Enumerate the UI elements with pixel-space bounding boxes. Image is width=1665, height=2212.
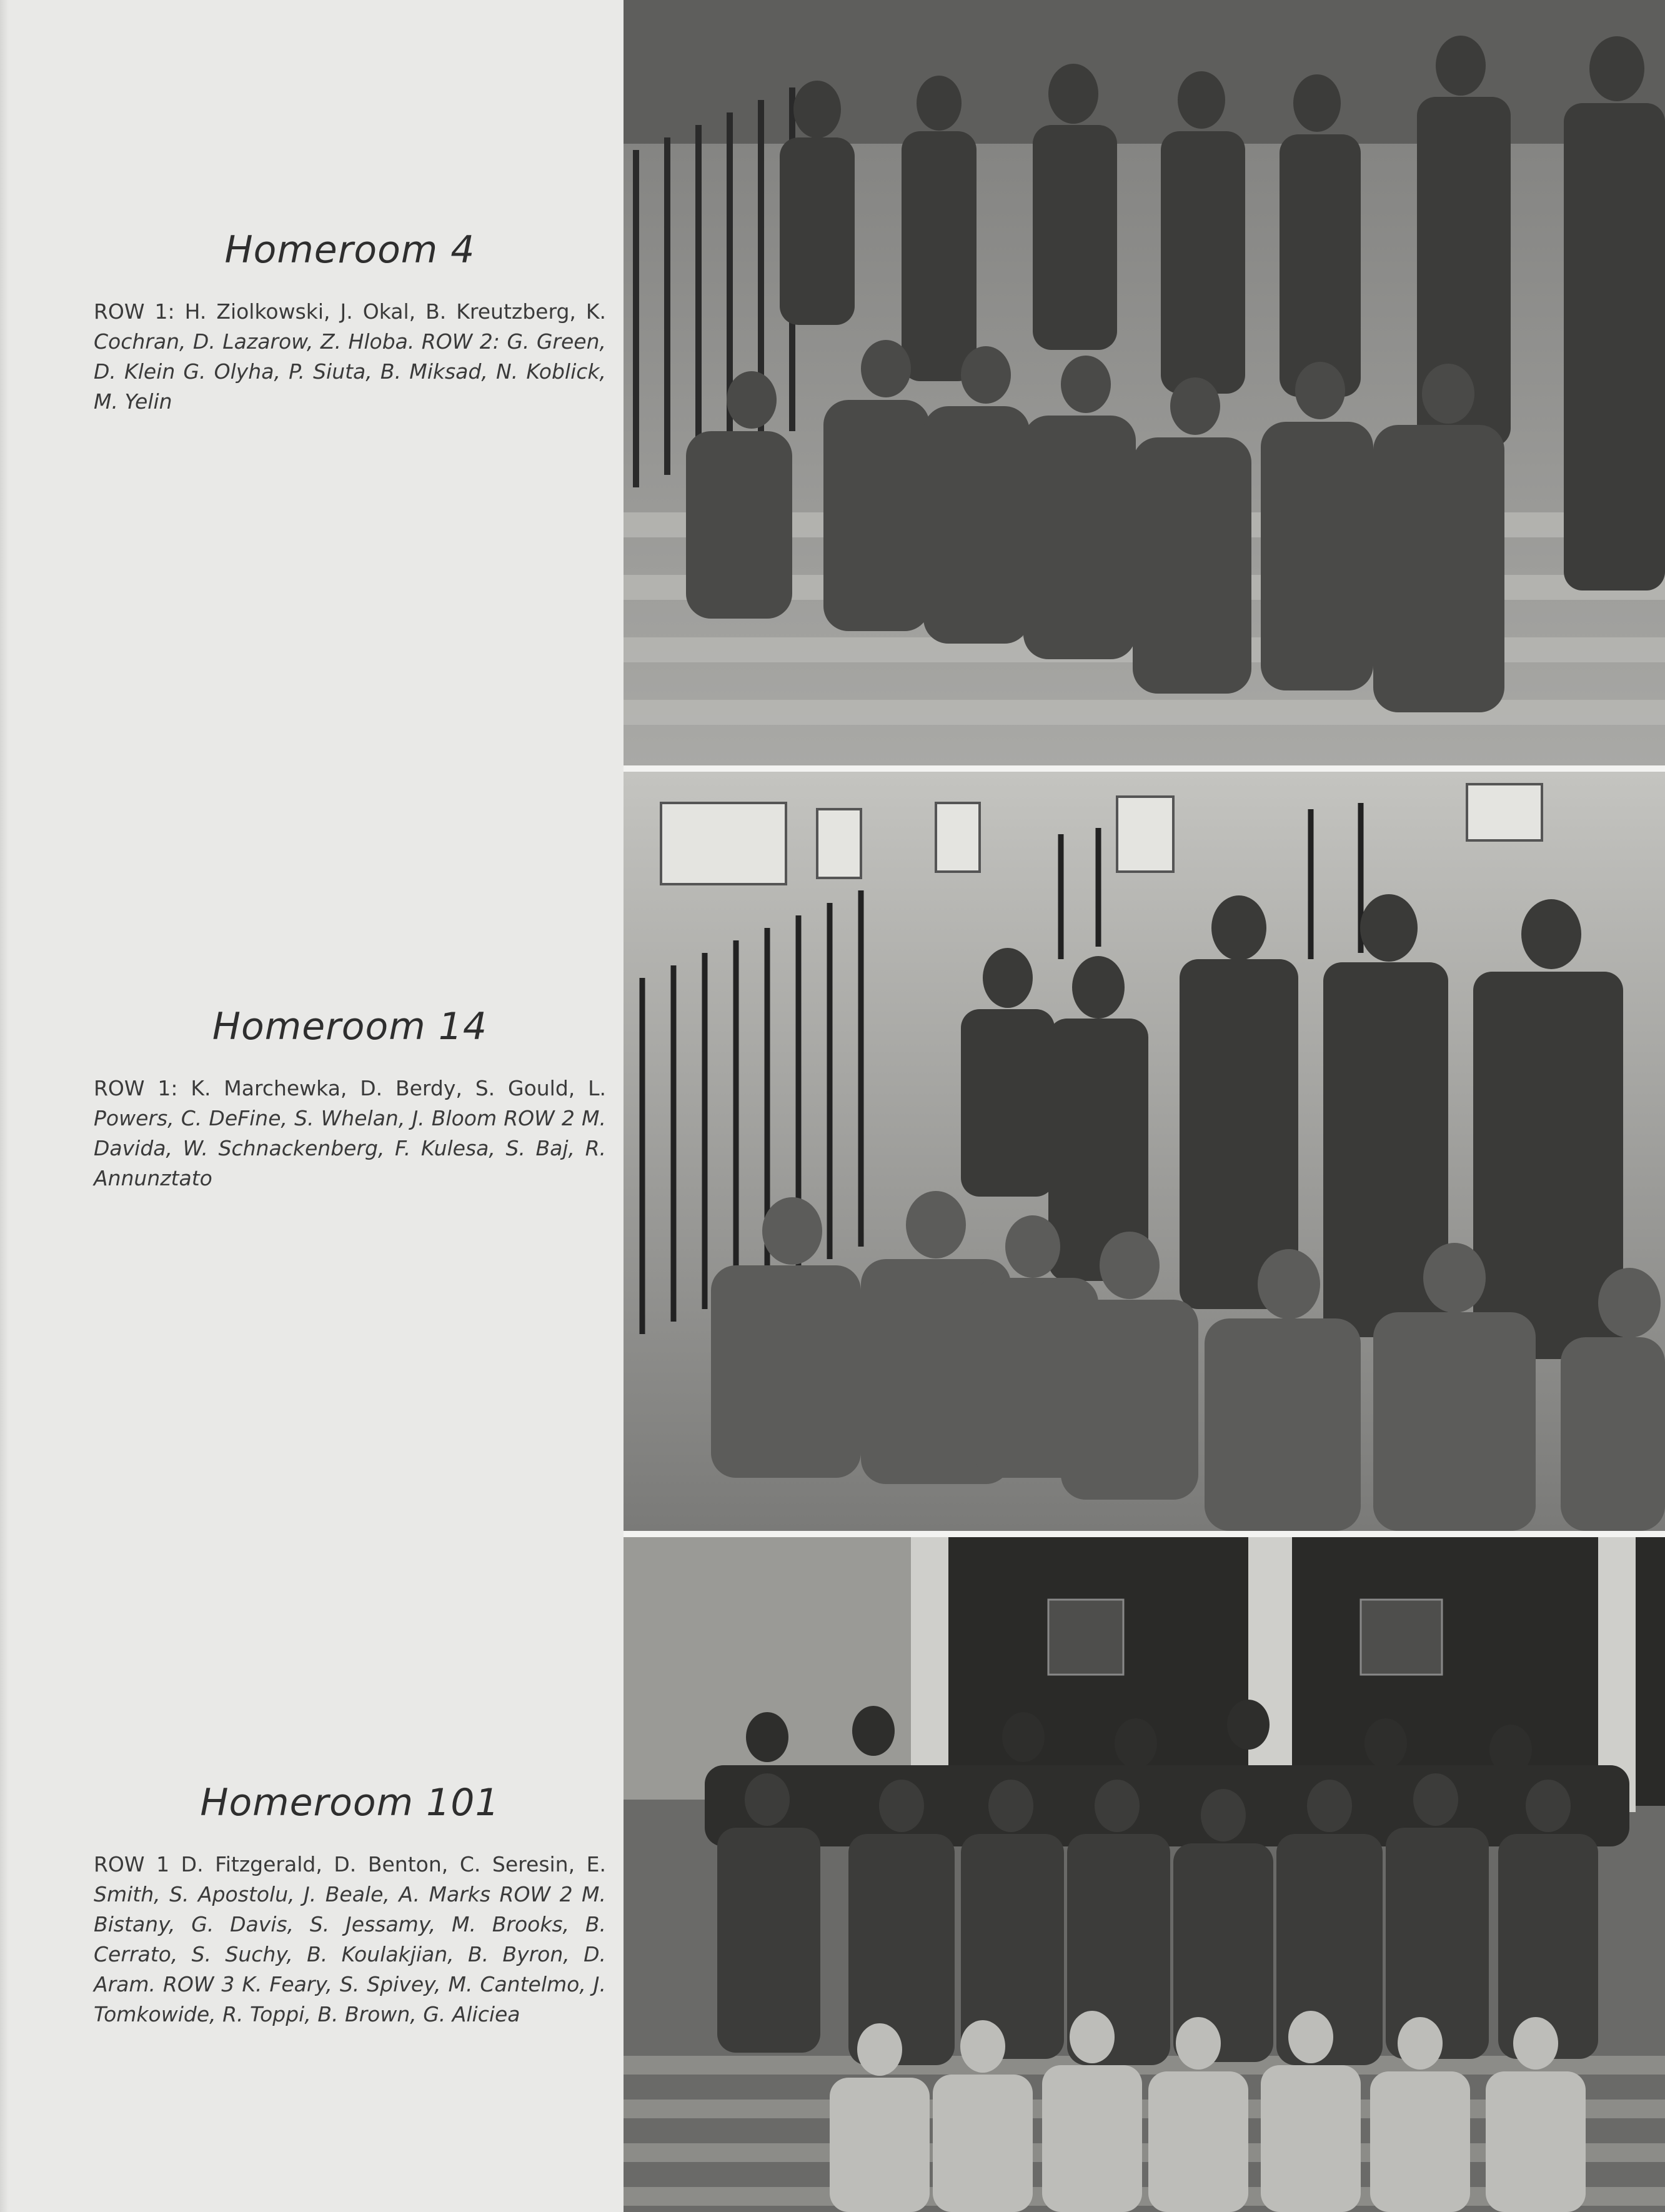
homeroom-14-heading: Homeroom 14 — [212, 1005, 488, 1049]
homeroom-101-photo-image — [624, 1537, 1665, 2212]
homeroom-4-photo-image — [624, 0, 1665, 765]
homeroom-14-photo-image — [624, 772, 1665, 1531]
photo-divider-1 — [624, 765, 1665, 772]
homeroom-4-names: ROW 1: H. Ziolkowski, J. Okal, B. Kreutzberg, K. Cochran, D. Lazarow, Z. Hloba. ROW 2: G. Green, D. Klein G. Olyha, P. Siuta, B. Miksad, N. Koblick, M. Yelin — [94, 299, 606, 414]
photo-divider-2 — [624, 1531, 1665, 1537]
homeroom-14-caption — [94, 1005, 606, 1193]
homeroom-101-heading: Homeroom 101 — [200, 1781, 500, 1825]
page-edge — [0, 0, 9, 2212]
homeroom-101-photo — [624, 1537, 1665, 2212]
homeroom-14-photo — [624, 772, 1665, 1531]
homeroom-4-caption — [94, 228, 606, 417]
homeroom-101-names: ROW 1 D. Fitzgerald, D. Benton, C. Seresin, E. Smith, S. Apostolu, J. Beale, A. Marks ROW 2 M. Bistany, G. Davis, S. Jessamy, M. Brooks, B. Cerrato, S. Suchy, B. Koulakjian, B. Byron, D. Aram. ROW 3 K. Feary, S. Spivey, M. Cantelmo, J. Tomkowide, R. Toppi, B. Brown, G. Aliciea — [94, 1852, 606, 2026]
homeroom-4-photo — [624, 0, 1665, 765]
homeroom-14-names: ROW 1: K. Marchewka, D. Berdy, S. Gould, L. Powers, C. DeFine, S. Whelan, J. Bloom ROW 2 M. Davida, W. Schnackenberg, F. Kulesa, S. Baj, R. Annunztato — [94, 1076, 606, 1190]
homeroom-4-heading: Homeroom 4 — [224, 228, 475, 272]
homeroom-101-caption — [94, 1781, 606, 2030]
